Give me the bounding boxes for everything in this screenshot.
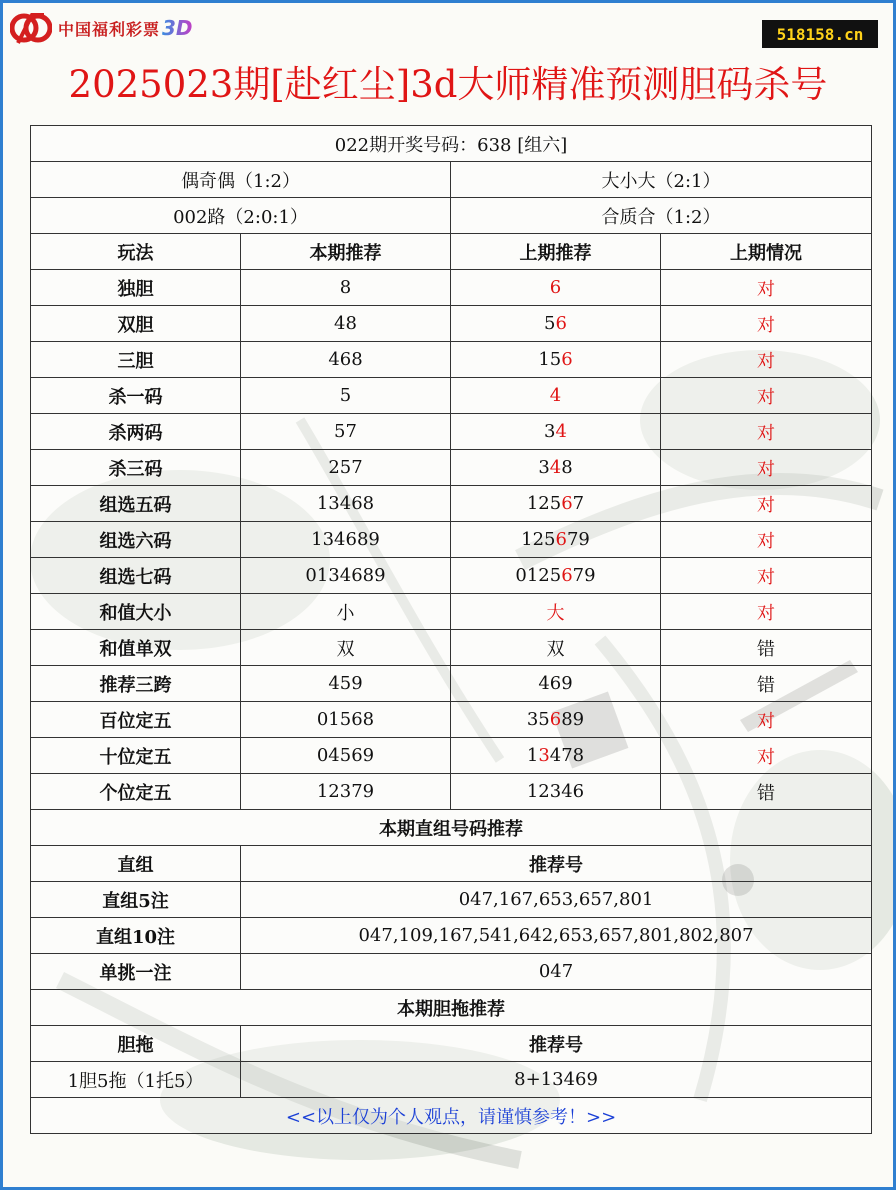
footer-note: <<以上仅为个人观点，请谨慎参考！>> xyxy=(31,1098,872,1134)
row-result: 对 xyxy=(661,378,872,414)
row-previous xyxy=(451,342,661,378)
row-previous xyxy=(451,522,661,558)
dantuo-label: 1胆5拖（1托5） xyxy=(31,1062,241,1098)
row-current: 12379 xyxy=(241,774,451,810)
col-result: 上期情况 xyxy=(661,234,872,270)
col-previous: 上期推荐 xyxy=(451,234,661,270)
row-play: 组选六码 xyxy=(31,522,241,558)
row-previous xyxy=(451,558,661,594)
prediction-row xyxy=(31,306,872,342)
row-previous xyxy=(451,414,661,450)
column-header-row xyxy=(31,234,872,270)
hit-digits: 3 xyxy=(538,745,550,766)
prediction-table xyxy=(30,125,872,1134)
hit-digits: 6 xyxy=(561,493,573,514)
prediction-row xyxy=(31,270,872,306)
hit-digits: 6 xyxy=(549,709,562,730)
row-current: 48 xyxy=(241,306,451,342)
big-small-pattern: 大小大（2:1） xyxy=(451,162,872,198)
row-current: 8 xyxy=(241,270,451,306)
dantuo-row xyxy=(31,1062,872,1098)
prime-pattern: 合质合（1:2） xyxy=(451,198,872,234)
hit-digits: 4 xyxy=(549,385,562,406)
row-result: 错 xyxy=(661,666,872,702)
row-play: 独胆 xyxy=(31,270,241,306)
hit-digits: 4 xyxy=(549,457,562,478)
dantuo-col2: 推荐号 xyxy=(241,1026,872,1062)
hit-digits: 大 xyxy=(546,602,565,624)
col-current: 本期推荐 xyxy=(241,234,451,270)
row-play: 百位定五 xyxy=(31,702,241,738)
logo-3d: 3D xyxy=(162,16,193,40)
prediction-row xyxy=(31,630,872,666)
row-current: 459 xyxy=(241,666,451,702)
direct-row xyxy=(31,882,872,918)
miss-digits: 0125 xyxy=(515,565,562,586)
dantuo-header-row xyxy=(31,1026,872,1062)
road-pattern: 002路（2:0:1） xyxy=(31,198,451,234)
direct-heading-row xyxy=(31,810,872,846)
prediction-row xyxy=(31,486,872,522)
row-result: 对 xyxy=(661,738,872,774)
hit-digits: 6 xyxy=(555,529,567,550)
hit-digits: 6 xyxy=(549,277,562,298)
row-play: 十位定五 xyxy=(31,738,241,774)
row-play: 杀两码 xyxy=(31,414,241,450)
row-previous xyxy=(451,738,661,774)
direct-row xyxy=(31,954,872,990)
row-previous xyxy=(451,666,661,702)
miss-digits: 8 xyxy=(561,457,573,478)
row-previous xyxy=(451,630,661,666)
prediction-row xyxy=(31,342,872,378)
lottery-logo xyxy=(10,8,193,48)
prediction-row xyxy=(31,522,872,558)
row-result: 对 xyxy=(661,306,872,342)
prediction-row xyxy=(31,774,872,810)
dantuo-col1: 胆拖 xyxy=(31,1026,241,1062)
prediction-row xyxy=(31,702,872,738)
pattern-row-1 xyxy=(31,162,872,198)
miss-digits: 5 xyxy=(544,313,556,334)
miss-digits: 125 xyxy=(521,529,556,550)
row-current: 57 xyxy=(241,414,451,450)
row-current: 5 xyxy=(241,378,451,414)
logo-text: 中国福利彩票 xyxy=(58,19,161,39)
miss-digits: 3 xyxy=(538,457,550,478)
hit-digits: 6 xyxy=(555,313,567,334)
hit-digits: 6 xyxy=(561,565,573,586)
row-current: 468 xyxy=(241,342,451,378)
row-play: 组选七码 xyxy=(31,558,241,594)
miss-digits: 1 xyxy=(526,745,539,766)
hit-digits: 4 xyxy=(555,421,567,442)
row-current: 01568 xyxy=(241,702,451,738)
row-result: 对 xyxy=(661,270,872,306)
direct-heading: 本期直组号码推荐 xyxy=(31,810,872,846)
row-play: 组选五码 xyxy=(31,486,241,522)
col-play: 玩法 xyxy=(31,234,241,270)
row-previous xyxy=(451,594,661,630)
row-play: 双胆 xyxy=(31,306,241,342)
hit-digits: 6 xyxy=(561,349,573,370)
miss-digits: 469 xyxy=(538,673,573,694)
miss-digits: 双 xyxy=(546,638,565,660)
row-current: 13468 xyxy=(241,486,451,522)
row-result: 对 xyxy=(661,558,872,594)
row-current: 04569 xyxy=(241,738,451,774)
miss-digits: 35 xyxy=(526,709,550,730)
row-previous xyxy=(451,378,661,414)
row-play: 和值大小 xyxy=(31,594,241,630)
dantuo-heading-row xyxy=(31,990,872,1026)
row-current: 双 xyxy=(241,630,451,666)
prediction-row xyxy=(31,558,872,594)
direct-header-row xyxy=(31,846,872,882)
direct-value: 047,109,167,541,642,653,657,801,802,807 xyxy=(241,918,872,954)
direct-col2: 推荐号 xyxy=(241,846,872,882)
draw-row xyxy=(31,126,872,162)
row-result: 对 xyxy=(661,450,872,486)
miss-digits: 79 xyxy=(572,565,596,586)
row-current: 0134689 xyxy=(241,558,451,594)
row-result: 错 xyxy=(661,774,872,810)
row-previous xyxy=(451,486,661,522)
direct-label: 直组5注 xyxy=(31,882,241,918)
row-play: 个位定五 xyxy=(31,774,241,810)
row-current: 134689 xyxy=(241,522,451,558)
row-play: 三胆 xyxy=(31,342,241,378)
footer-row xyxy=(31,1098,872,1134)
miss-digits: 3 xyxy=(544,421,556,442)
miss-digits: 89 xyxy=(561,709,585,730)
pattern-row-2 xyxy=(31,198,872,234)
page-title: 2025023期[赴红尘]3d大师精准预测胆码杀号 xyxy=(68,63,828,106)
row-previous xyxy=(451,702,661,738)
site-badge: 518158.cn xyxy=(762,20,878,48)
miss-digits: 125 xyxy=(526,493,562,514)
dantuo-value: 8+13469 xyxy=(241,1062,872,1098)
direct-value: 047,167,653,657,801 xyxy=(241,882,872,918)
prediction-row xyxy=(31,378,872,414)
miss-digits: 478 xyxy=(549,745,585,766)
dantuo-heading: 本期胆拖推荐 xyxy=(31,990,872,1026)
row-play: 推荐三跨 xyxy=(31,666,241,702)
row-result: 对 xyxy=(661,702,872,738)
prediction-row xyxy=(31,594,872,630)
row-result: 对 xyxy=(661,486,872,522)
row-previous xyxy=(451,450,661,486)
miss-digits: 15 xyxy=(538,349,562,370)
draw-result: 022期开奖号码：638 [组六] xyxy=(31,126,872,162)
prediction-row xyxy=(31,666,872,702)
prediction-row xyxy=(31,738,872,774)
direct-value: 047 xyxy=(241,954,872,990)
miss-digits: 79 xyxy=(566,529,590,550)
row-previous xyxy=(451,774,661,810)
row-result: 对 xyxy=(661,594,872,630)
direct-row xyxy=(31,918,872,954)
miss-digits: 7 xyxy=(572,493,585,514)
direct-label: 单挑一注 xyxy=(31,954,241,990)
row-result: 对 xyxy=(661,342,872,378)
row-result: 错 xyxy=(661,630,872,666)
direct-col1: 直组 xyxy=(31,846,241,882)
row-play: 杀一码 xyxy=(31,378,241,414)
direct-label: 直组10注 xyxy=(31,918,241,954)
odd-even-pattern: 偶奇偶（1:2） xyxy=(31,162,451,198)
prediction-row xyxy=(31,414,872,450)
lottery-logo-icon xyxy=(10,9,52,47)
row-play: 杀三码 xyxy=(31,450,241,486)
row-current: 小 xyxy=(241,594,451,630)
row-play: 和值单双 xyxy=(31,630,241,666)
row-result: 对 xyxy=(661,522,872,558)
row-current: 257 xyxy=(241,450,451,486)
row-previous xyxy=(451,306,661,342)
prediction-row xyxy=(31,450,872,486)
miss-digits: 12346 xyxy=(526,781,585,802)
row-result: 对 xyxy=(661,414,872,450)
row-previous xyxy=(451,270,661,306)
